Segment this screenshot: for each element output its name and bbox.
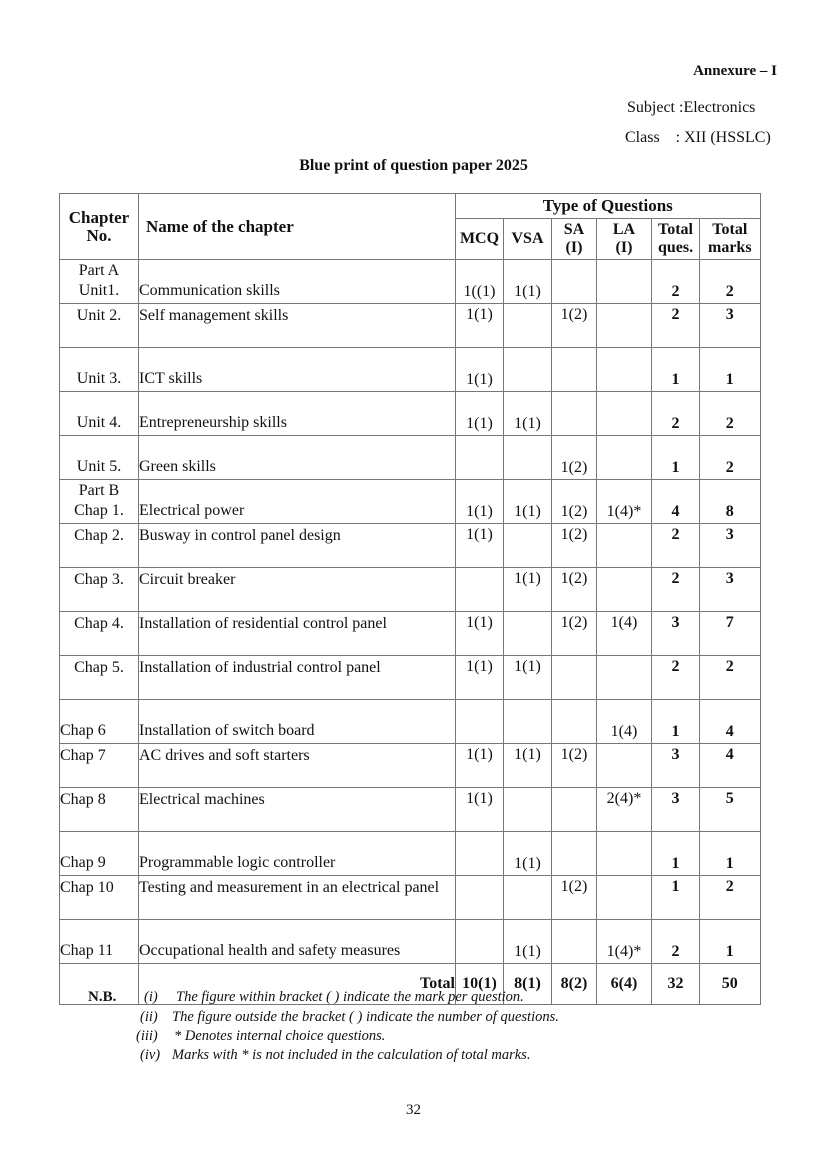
total-marks-cell: 2 [700,436,761,480]
note-number: (i) [144,989,158,1005]
table-row [60,436,761,480]
chapter-name-cell: Programmable logic controller [139,832,456,876]
total-ques-cell: 4 [652,480,700,524]
chapter-name-cell: Communication skills [139,260,456,304]
mcq-cell [456,568,504,612]
sa-cell [552,348,597,392]
chapter-label: Unit 4. [76,414,122,431]
note-item [140,1047,530,1064]
mcq-cell [456,436,504,480]
chapter-label: Chap 7 [60,747,106,764]
vsa-cell [504,436,552,480]
chapter-no-cell [60,920,139,964]
vsa-cell: 1(1) [504,656,552,700]
vsa-cell [504,788,552,832]
la-cell [597,832,652,876]
total-ques-cell: 2 [652,304,700,348]
total-marks-cell: 1 [700,832,761,876]
chapter-label: Unit 3. [76,370,122,387]
vsa-cell: 1(1) [504,832,552,876]
vsa-cell [504,612,552,656]
total-ques-cell: 2 [652,392,700,436]
chapter-no-cell [60,304,139,348]
header-chapter-no: Chapter No. [60,194,139,260]
header-mcq: MCQ [456,219,504,260]
chapter-name-cell: AC drives and soft starters [139,744,456,788]
mcq-cell: 1(1) [456,744,504,788]
sa-cell: 1(2) [552,612,597,656]
table-row [60,832,761,876]
mcq-cell: 1(1) [456,304,504,348]
page-number: 32 [406,1102,421,1118]
chapter-name-cell: ICT skills [139,348,456,392]
annexure-label: Annexure – I [693,63,777,79]
chapter-no-cell [60,832,139,876]
la-cell [597,568,652,612]
table-row [60,524,761,568]
vsa-cell [504,700,552,744]
vsa-cell: 1(1) [504,568,552,612]
table-row [60,260,761,304]
chapter-label: Unit1. [78,282,120,299]
chapter-label: Unit 5. [76,458,122,475]
total-ques: 32 [652,964,700,1005]
la-cell: 1(4)* [597,920,652,964]
sa-cell [552,260,597,304]
total-marks-cell: 4 [700,700,761,744]
page-title: Blue print of question paper 2025 [299,157,528,174]
header-vsa: VSA [504,219,552,260]
mcq-cell: 1(1) [456,788,504,832]
vsa-cell [504,524,552,568]
vsa-cell [504,348,552,392]
note-number: (iv) [140,1047,161,1063]
total-ques-cell: 1 [652,832,700,876]
header-sa1: SA (I) [552,219,597,260]
mcq-cell: 1(1) [456,392,504,436]
la-cell: 1(4) [597,612,652,656]
mcq-cell: 1(1) [456,612,504,656]
total-la: 6(4) [597,964,652,1005]
sa-cell [552,392,597,436]
total-marks-cell: 7 [700,612,761,656]
total-marks: 50 [700,964,761,1005]
header-la1: LA (I) [597,219,652,260]
table-row [60,392,761,436]
note-item [144,989,524,1006]
header-total-marks: Total marks [700,219,761,260]
note-text: Marks with * is not included in the calculation of total marks. [172,1047,531,1063]
table-row [60,348,761,392]
total-marks-cell: 2 [700,260,761,304]
total-marks-cell: 3 [700,524,761,568]
total-label: Total [139,964,456,1005]
chapter-name-cell: Installation of residential control panel [139,612,456,656]
total-vsa: 8(1) [504,964,552,1005]
vsa-cell: 1(1) [504,260,552,304]
chapter-no-cell [60,260,139,304]
total-ques-cell: 1 [652,700,700,744]
chapter-name-cell: Busway in control panel design [139,524,456,568]
total-ques-cell: 2 [652,568,700,612]
chapter-label: Unit 2. [76,307,122,324]
total-marks-cell: 1 [700,920,761,964]
la-cell [597,744,652,788]
blueprint-table [59,193,761,1005]
chapter-name-cell: Testing and measurement in an electrical panel [139,876,456,920]
sa-cell [552,656,597,700]
chapter-name-cell: Installation of switch board [139,700,456,744]
part-label: Part A [78,262,120,279]
table-row [60,304,761,348]
chapter-label: Chap 8 [60,791,106,808]
chapter-no-cell [60,524,139,568]
mcq-cell [456,920,504,964]
chapter-label: Chap 10 [60,879,114,896]
note-text: * Denotes internal choice questions. [174,1028,386,1044]
chapter-label: Chap 5. [74,659,124,676]
table-row [60,480,761,524]
chapter-label: Chap 2. [74,527,124,544]
total-marks-cell: 8 [700,480,761,524]
la-cell [597,876,652,920]
total-ques-cell: 2 [652,920,700,964]
chapter-name-cell: Occupational health and safety measures [139,920,456,964]
note-text: The figure within bracket ( ) indicate the mark per question. [176,989,524,1005]
chapter-name-cell: Circuit breaker [139,568,456,612]
note-number: (ii) [140,1009,158,1025]
sa-cell [552,920,597,964]
class-line: Class : XII (HSSLC) [625,129,771,146]
la-cell [597,304,652,348]
total-mcq: 10(1) [456,964,504,1005]
sa-cell: 1(2) [552,744,597,788]
note-number: (iii) [136,1028,158,1044]
sa-cell: 1(2) [552,436,597,480]
sa-cell: 1(2) [552,480,597,524]
total-marks-cell: 4 [700,744,761,788]
total-ques-cell: 1 [652,876,700,920]
mcq-cell: 1(1) [456,348,504,392]
total-ques-cell: 2 [652,260,700,304]
note-item [140,1009,559,1026]
chapter-no-cell [60,788,139,832]
table-row [60,788,761,832]
la-cell: 2(4)* [597,788,652,832]
note-text: The figure outside the bracket ( ) indicate the number of questions. [172,1009,559,1025]
total-ques-cell: 3 [652,788,700,832]
table-row [60,920,761,964]
chapter-name-cell: Electrical power [139,480,456,524]
vsa-cell [504,304,552,348]
sa-cell: 1(2) [552,876,597,920]
table-row [60,744,761,788]
la-cell [597,392,652,436]
total-marks-cell: 2 [700,876,761,920]
mcq-cell: 1(1) [456,656,504,700]
chapter-no-cell [60,392,139,436]
chapter-no-cell [60,744,139,788]
chapter-no-cell [60,348,139,392]
total-sa: 8(2) [552,964,597,1005]
chapter-label: Chap 11 [60,942,114,959]
la-cell: 1(4) [597,700,652,744]
subject-line: Subject :Electronics [627,99,756,116]
chapter-no-cell [60,480,139,524]
table-row [60,700,761,744]
mcq-cell: 1(1) [456,480,504,524]
vsa-cell: 1(1) [504,392,552,436]
header-type-of-questions: Type of Questions [456,194,761,219]
mcq-cell [456,876,504,920]
total-marks-cell: 1 [700,348,761,392]
la-cell [597,436,652,480]
chapter-name-cell: Green skills [139,436,456,480]
la-cell [597,348,652,392]
total-marks-cell: 3 [700,304,761,348]
vsa-cell: 1(1) [504,744,552,788]
la-cell [597,656,652,700]
header-chapter-name: Name of the chapter [139,194,456,260]
chapter-no-cell [60,568,139,612]
table-row [60,656,761,700]
vsa-cell: 1(1) [504,920,552,964]
chapter-no-cell [60,436,139,480]
notes-label: N.B. [88,989,117,1005]
total-marks-cell: 2 [700,656,761,700]
mcq-cell [456,700,504,744]
chapter-name-cell: Electrical machines [139,788,456,832]
chapter-no-cell [60,612,139,656]
mcq-cell [456,832,504,876]
total-ques-cell: 3 [652,612,700,656]
total-ques-cell: 3 [652,744,700,788]
sa-cell [552,832,597,876]
sa-cell: 1(2) [552,568,597,612]
chapter-label: Chap 6 [60,722,106,739]
part-label: Part B [78,482,120,499]
chapter-no-cell [60,656,139,700]
la-cell [597,524,652,568]
total-marks-cell: 5 [700,788,761,832]
chapter-name-cell: Installation of industrial control panel [139,656,456,700]
sa-cell [552,700,597,744]
mcq-cell: 1((1) [456,260,504,304]
chapter-name-cell: Self management skills [139,304,456,348]
total-marks-cell: 3 [700,568,761,612]
sa-cell: 1(2) [552,524,597,568]
table-row [60,876,761,920]
chapter-label: Chap 4. [74,615,124,632]
la-cell: 1(4)* [597,480,652,524]
chapter-label: Chap 1. [74,502,124,519]
chapter-label: Chap 3. [74,571,124,588]
vsa-cell: 1(1) [504,480,552,524]
total-ques-cell: 1 [652,436,700,480]
total-ques-cell: 2 [652,656,700,700]
chapter-no-cell [60,876,139,920]
total-ques-cell: 2 [652,524,700,568]
sa-cell [552,788,597,832]
chapter-name-cell: Entrepreneurship skills [139,392,456,436]
mcq-cell: 1(1) [456,524,504,568]
total-ques-cell: 1 [652,348,700,392]
total-marks-cell: 2 [700,392,761,436]
table-row [60,568,761,612]
sa-cell: 1(2) [552,304,597,348]
header-total-ques: Total ques. [652,219,700,260]
chapter-label: Chap 9 [60,854,106,871]
chapter-no-cell [60,700,139,744]
vsa-cell [504,876,552,920]
note-item [136,1028,385,1045]
la-cell [597,260,652,304]
table-row [60,612,761,656]
